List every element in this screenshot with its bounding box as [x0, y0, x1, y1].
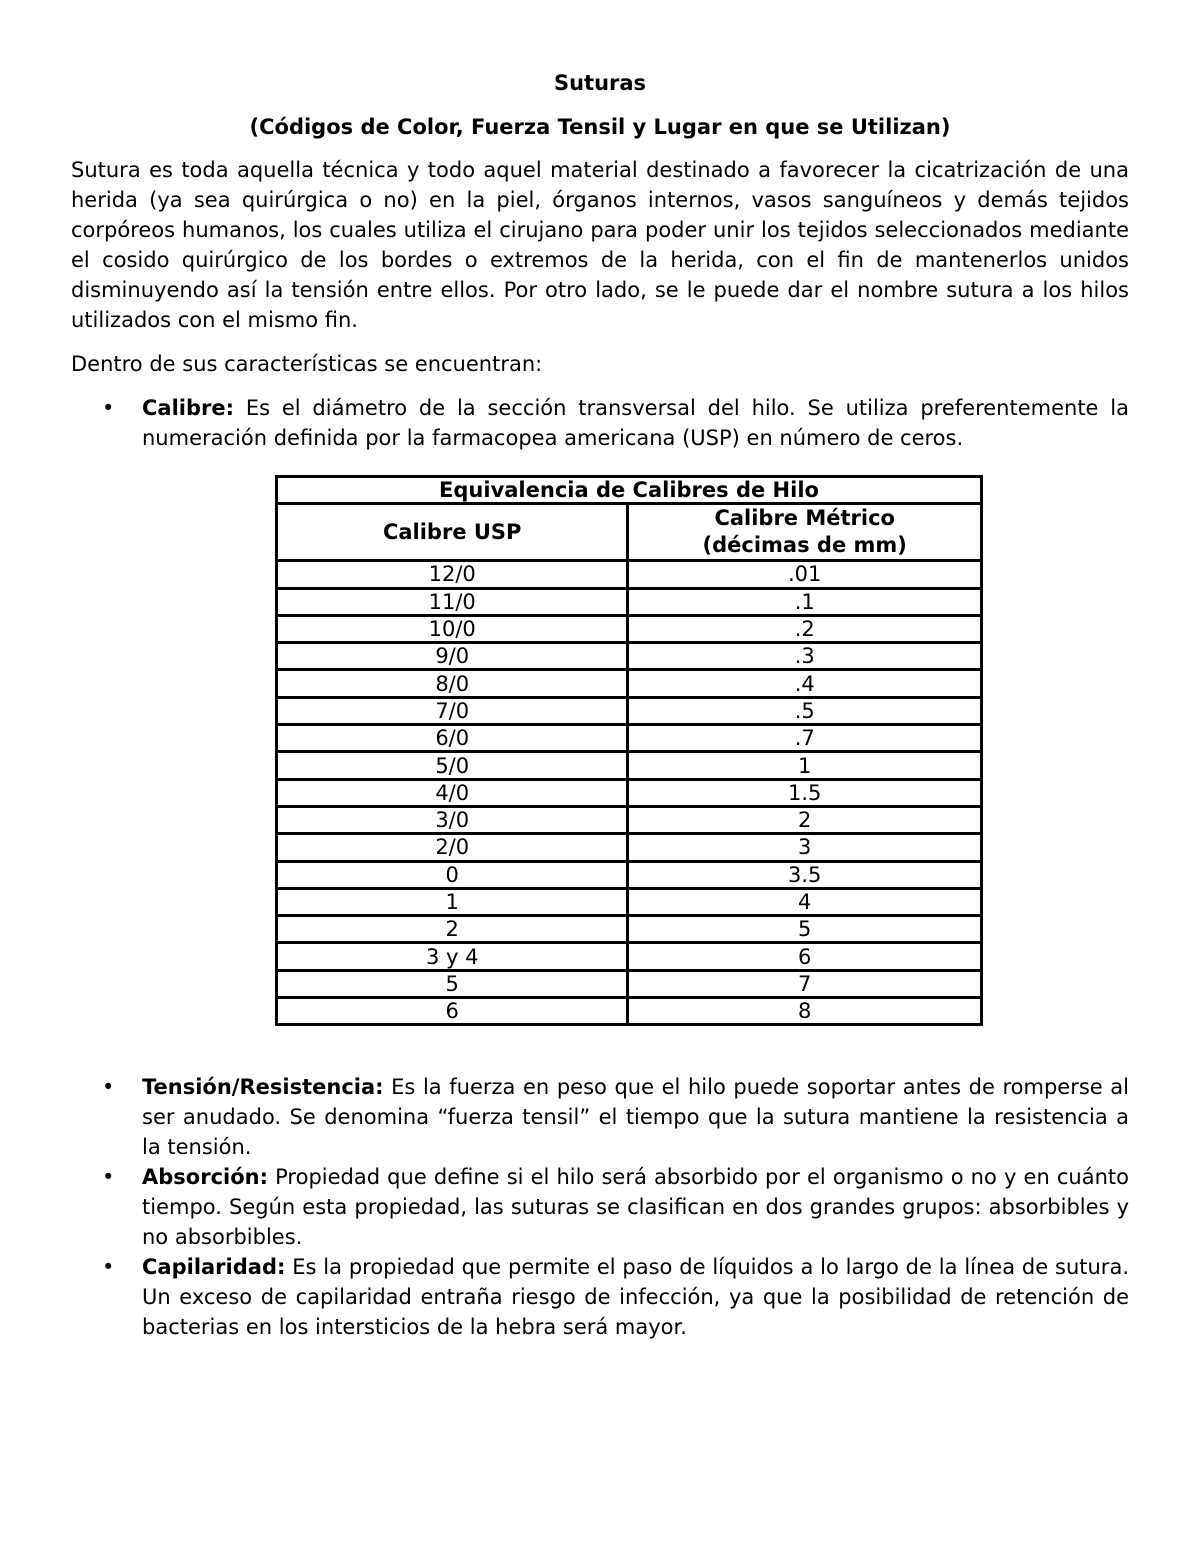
- column-header-metric-line2: (décimas de mm): [702, 533, 907, 558]
- cell-metric: 3.5: [628, 861, 982, 888]
- table-row: [277, 670, 982, 697]
- cell-metric: 1.5: [628, 779, 982, 806]
- document-subtitle: (Códigos de Color, Fuerza Tensil y Lugar en que se Utilizan): [249, 115, 951, 139]
- table-row: [277, 834, 982, 861]
- cell-metric: .3: [628, 643, 982, 670]
- cell-usp: 6/0: [277, 725, 628, 752]
- caliber-table-wrapper: [275, 475, 983, 1026]
- cell-usp: 12/0: [277, 561, 628, 588]
- cell-usp: 0: [277, 861, 628, 888]
- bullet-icon: •: [102, 1075, 115, 1100]
- cell-usp: 8/0: [277, 670, 628, 697]
- cell-usp: 2: [277, 916, 628, 943]
- characteristics-list-2: [71, 1072, 1129, 1342]
- table-row: [277, 970, 982, 997]
- cell-metric: .5: [628, 697, 982, 724]
- list-item: [71, 1162, 1129, 1252]
- bullet-icon: •: [102, 396, 115, 420]
- table-row: [277, 943, 982, 970]
- table-body: [277, 561, 982, 1025]
- cell-usp: 5/0: [277, 752, 628, 779]
- table-row: [277, 588, 982, 615]
- cell-metric: .7: [628, 725, 982, 752]
- list-item: [71, 1072, 1129, 1162]
- cell-metric: .01: [628, 561, 982, 588]
- item-text: Es la propiedad que permite el paso de líquidos a lo largo de la línea de sutura. Un exceso de capilaridad entraña riesgo de infección, ya que la posibilidad de retención de bacterias en los intersticios de la hebra será mayor.: [142, 1255, 1129, 1340]
- table-row: [277, 861, 982, 888]
- table-row: [277, 998, 982, 1025]
- table-row: [277, 643, 982, 670]
- item-term: Calibre:: [142, 396, 235, 420]
- table-row: [277, 697, 982, 724]
- column-header-metric: [628, 504, 982, 561]
- cell-metric: 6: [628, 943, 982, 970]
- cell-usp: 11/0: [277, 588, 628, 615]
- table-row: [277, 752, 982, 779]
- intro-paragraph: Sutura es toda aquella técnica y todo aquel material destinado a favorecer la cicatrización de una herida (ya sea quirúrgica o no) en la piel, órganos internos, vasos sanguíneos y demás tejidos corpóreos humanos, los cuales utiliza el cirujano para poder unir los tejidos seleccionados mediante el cosido quirúrgico de los bordes o extremos de la herida, con el fin de mantenerlos unidos disminuyendo así la tensión entre ellos. Por otro lado, se le puede dar el nombre sutura a los hilos utilizados con el mismo fin.: [71, 158, 1129, 332]
- item-text: Propiedad que define si el hilo será absorbido por el organismo o no y en cuánto tiempo. Según esta propiedad, las suturas se clasifican en dos grandes grupos: absorbibles y no absorbibles.: [142, 1165, 1129, 1250]
- cell-usp: 1: [277, 888, 628, 915]
- cell-metric: 7: [628, 970, 982, 997]
- table-row: [277, 806, 982, 833]
- cell-metric: .1: [628, 588, 982, 615]
- table-row: [277, 888, 982, 915]
- lead-paragraph: Dentro de sus características se encuentran:: [71, 352, 543, 376]
- list-item: [71, 1252, 1129, 1342]
- item-text: Es la fuerza en peso que el hilo puede soportar antes de romperse al ser anudado. Se denomina “fuerza tensil” el tiempo que la sutura mantiene la resistencia a la tensión.: [142, 1075, 1129, 1160]
- table-row: [277, 561, 982, 588]
- caliber-equivalence-table: [275, 475, 983, 1026]
- item-term: Capilaridad:: [142, 1255, 286, 1280]
- list-item-calibre: [71, 393, 1129, 453]
- cell-usp: 5: [277, 970, 628, 997]
- cell-usp: 2/0: [277, 834, 628, 861]
- cell-usp: 3 y 4: [277, 943, 628, 970]
- document-title: Suturas: [553, 71, 647, 95]
- table-row: [277, 779, 982, 806]
- document-page: [71, 68, 1129, 1342]
- column-header-usp: Calibre USP: [277, 504, 628, 561]
- cell-usp: 3/0: [277, 806, 628, 833]
- cell-metric: 4: [628, 888, 982, 915]
- cell-metric: 2: [628, 806, 982, 833]
- cell-usp: 4/0: [277, 779, 628, 806]
- column-header-metric-line1: Calibre Métrico: [714, 506, 895, 531]
- item-term: Absorción:: [142, 1165, 268, 1190]
- item-term: Tensión/Resistencia:: [142, 1075, 384, 1100]
- bullet-icon: •: [102, 1165, 115, 1190]
- table-caption: Equivalencia de Calibres de Hilo: [277, 477, 982, 504]
- cell-usp: 7/0: [277, 697, 628, 724]
- cell-metric: 8: [628, 998, 982, 1025]
- cell-metric: 1: [628, 752, 982, 779]
- cell-usp: 9/0: [277, 643, 628, 670]
- cell-metric: .2: [628, 615, 982, 642]
- table-row: [277, 725, 982, 752]
- characteristics-list-1: [71, 393, 1129, 453]
- cell-metric: 5: [628, 916, 982, 943]
- table-row: [277, 615, 982, 642]
- table-row: [277, 916, 982, 943]
- item-text: Es el diámetro de la sección transversal del hilo. Se utiliza preferentemente la numeración definida por la farmacopea americana (USP) en número de ceros.: [142, 396, 1129, 450]
- cell-usp: 10/0: [277, 615, 628, 642]
- cell-usp: 6: [277, 998, 628, 1025]
- bullet-icon: •: [102, 1255, 115, 1280]
- cell-metric: .4: [628, 670, 982, 697]
- cell-metric: 3: [628, 834, 982, 861]
